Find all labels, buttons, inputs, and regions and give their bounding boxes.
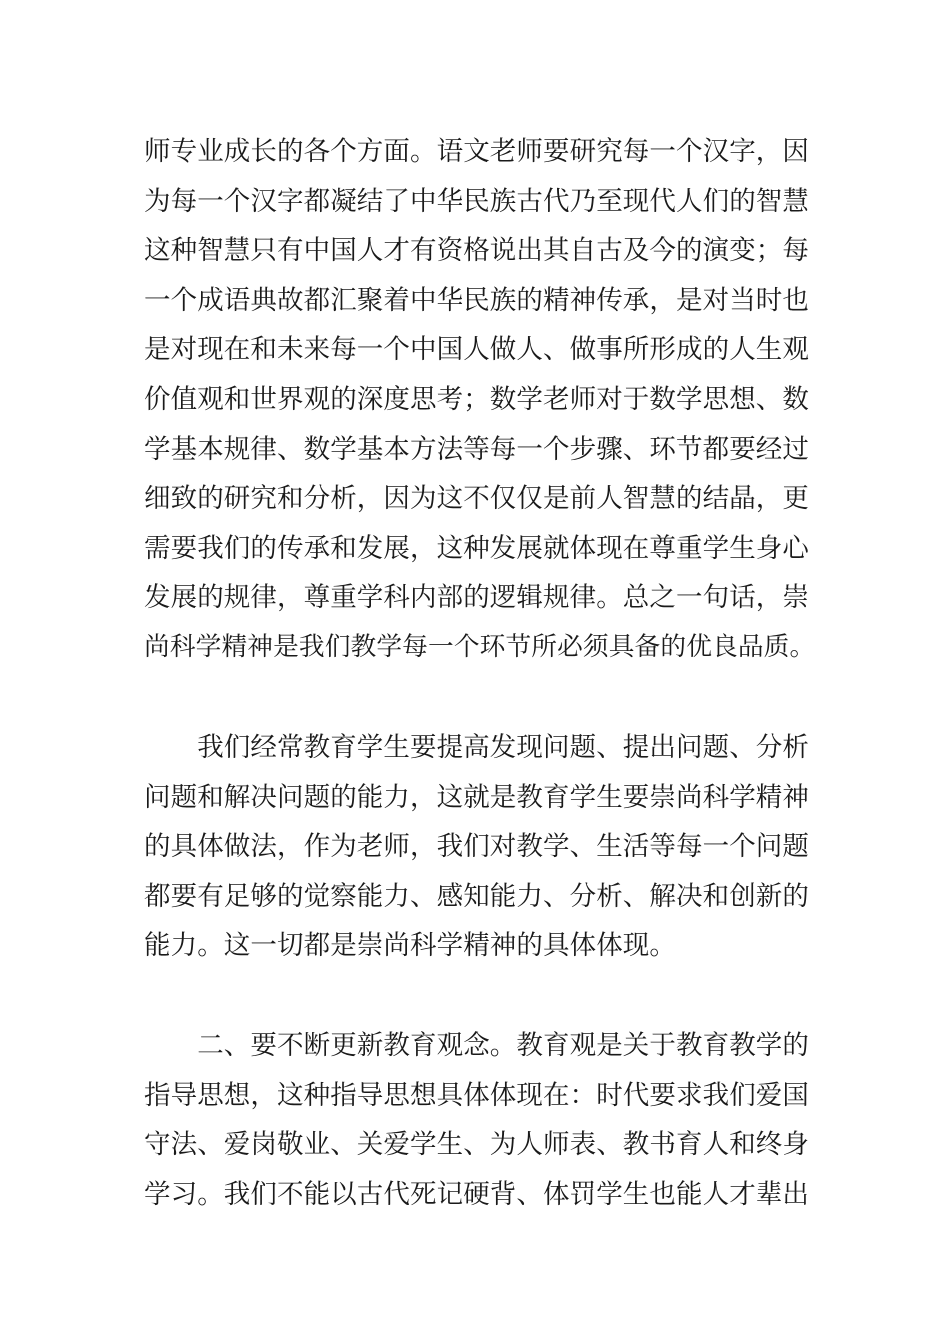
text-line: 指导思想，这种指导思想具体体现在：时代要求我们爱国 <box>144 1079 809 1111</box>
text-line: 这种智慧只有中国人才有资格说出其自古及今的演变；每 <box>144 235 809 267</box>
text-line: 的具体做法，作为老师，我们对教学、生活等每一个问题 <box>144 831 809 863</box>
text-line: 能力。这一切都是崇尚科学精神的具体体现。 <box>144 930 676 962</box>
paragraph-1 <box>144 127 814 673</box>
text-line: 尚科学精神是我们教学每一个环节所必须具备的优良品质。 <box>144 631 816 662</box>
text-line: 为每一个汉字都凝结了中华民族古代乃至现代人们的智慧 <box>144 185 809 217</box>
text-line: 是对现在和未来每一个中国人做人、做事所形成的人生观 <box>144 334 809 366</box>
text-line: 我们经常教育学生要提高发现问题、提出问题、分析 <box>144 732 809 763</box>
text-line: 学基本规律、数学基本方法等每一个步骤、环节都要经过 <box>144 433 809 465</box>
text-line: 问题和解决问题的能力，这就是教育学生要崇尚科学精神 <box>144 781 809 813</box>
paragraph-3 <box>144 1021 814 1219</box>
text-line: 二、要不断更新教育观念。教育观是关于教育教学的 <box>144 1030 809 1061</box>
text-line: 发展的规律，尊重学科内部的逻辑规律。总之一句话，崇 <box>144 582 809 614</box>
text-line: 学习。我们不能以古代死记硬背、体罚学生也能人才辈出 <box>144 1178 809 1210</box>
paragraph-2 <box>144 723 814 971</box>
text-line: 都要有足够的觉察能力、感知能力、分析、解决和创新的 <box>144 880 809 912</box>
text-line: 需要我们的传承和发展，这种发展就体现在尊重学生身心 <box>144 532 809 564</box>
text-line: 细致的研究和分析，因为这不仅仅是前人智慧的结晶，更 <box>144 483 809 515</box>
text-line: 一个成语典故都汇聚着中华民族的精神传承，是对当时也 <box>144 284 809 316</box>
text-line: 师专业成长的各个方面。语文老师要研究每一个汉字，因 <box>144 136 809 167</box>
text-line: 守法、爱岗敬业、关爱学生、为人师表、教书育人和终身 <box>144 1129 809 1161</box>
text-line: 价值观和世界观的深度思考；数学老师对于数学思想、数 <box>144 383 809 415</box>
